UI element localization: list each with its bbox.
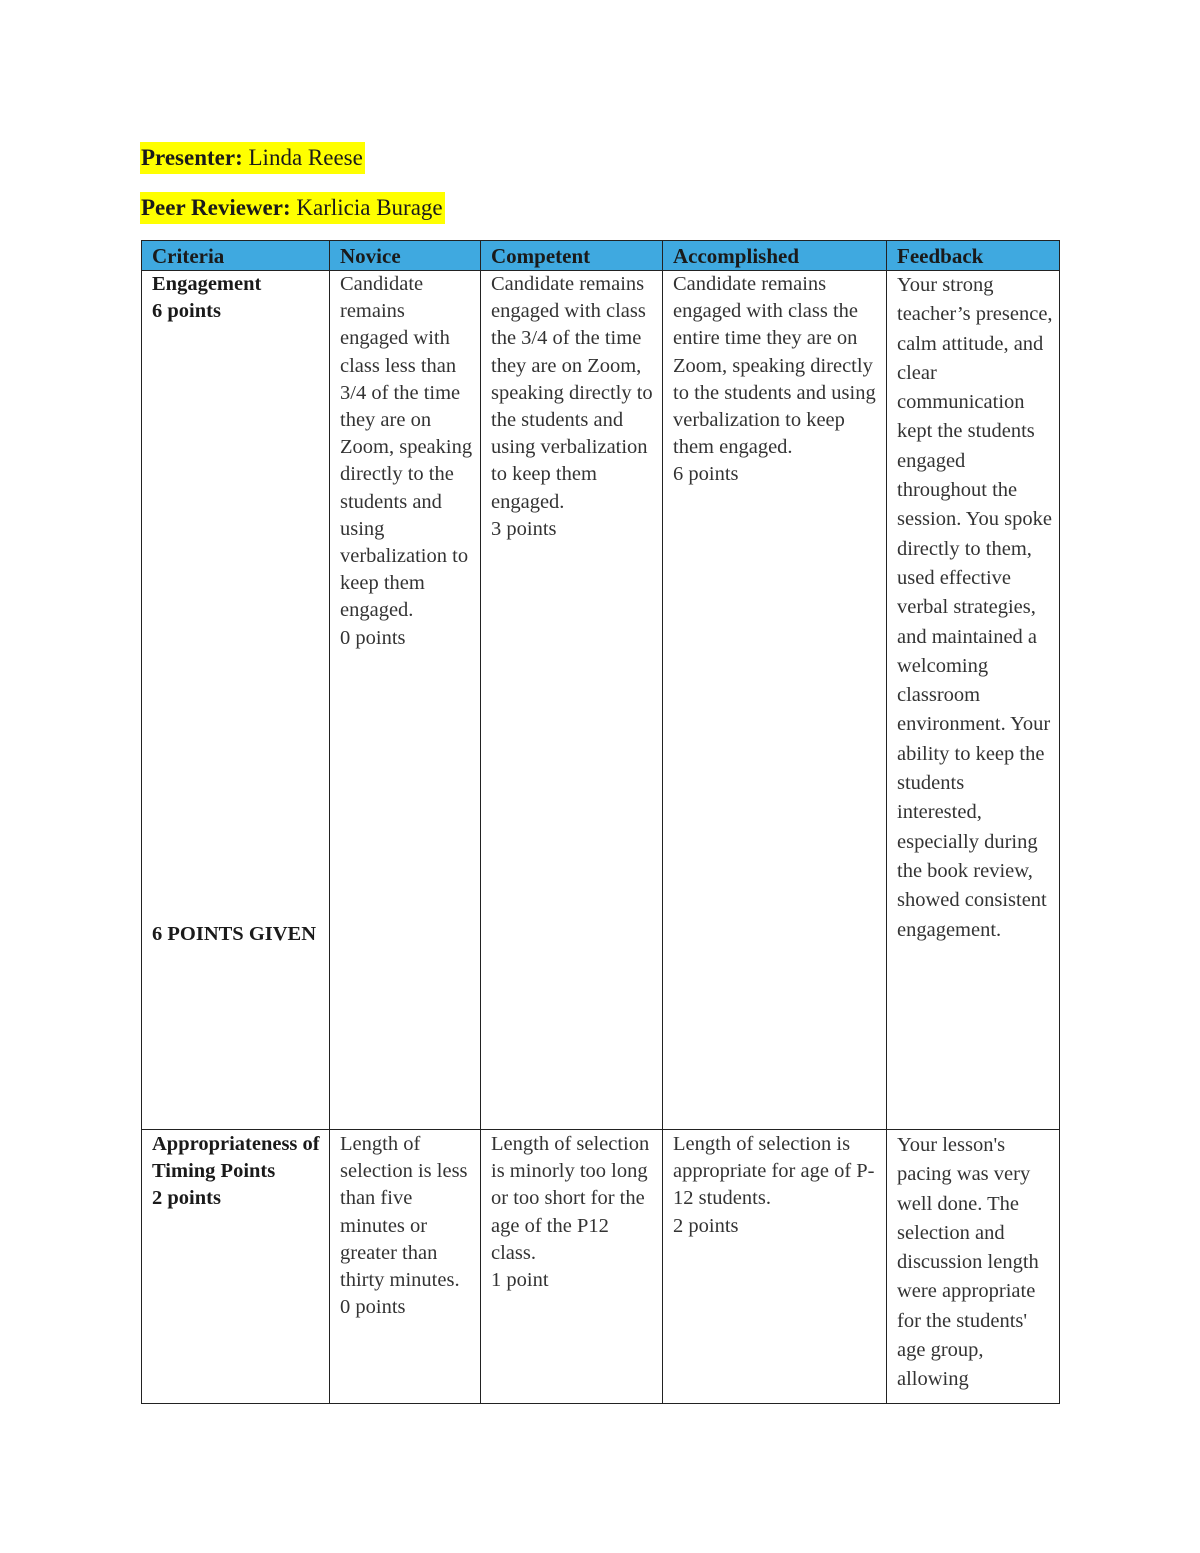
competent-cell	[481, 1130, 663, 1404]
header-competent: Competent	[481, 241, 663, 271]
accomplished-text: Length of selection is appropriate for age of P-12 students.	[673, 1133, 875, 1210]
criteria-cell	[142, 1130, 330, 1404]
presenter-name: Linda Reese	[248, 145, 363, 170]
competent-cell	[481, 271, 663, 1130]
presenter-line	[140, 142, 365, 174]
presenter-label: Presenter:	[141, 145, 243, 170]
peer-reviewer-label: Peer Reviewer:	[141, 195, 291, 220]
points-given: 6 POINTS GIVEN	[152, 923, 317, 945]
accomplished-cell	[663, 271, 887, 1130]
header-novice: Novice	[330, 241, 481, 271]
competent-text: Length of selection is minorly too long or too short for the age of the P12 class.	[491, 1133, 650, 1264]
feedback-text: Your lesson's pacing was very well done. The selection and discussion length were appropriate for the students' age group, allowing	[897, 1134, 1039, 1391]
header-criteria: Criteria	[142, 241, 330, 271]
criteria-cell	[142, 271, 330, 1130]
competent-text: Candidate remains engaged with class the 3/4 of the time they are on Zoom, speaking directly to the students and using verbalization to keep them engaged.	[491, 273, 653, 513]
accomplished-text: Candidate remains engaged with class the entire time they are on Zoom, speaking directly to the students and using verbalization to keep them engaged.	[673, 273, 876, 459]
novice-cell	[330, 271, 481, 1130]
header-accomplished: Accomplished	[663, 241, 887, 271]
criteria-name: Engagement	[152, 273, 262, 295]
peer-reviewer-line	[140, 192, 445, 224]
criteria-points: 2 points	[152, 1187, 221, 1210]
accomplished-points: 6 points	[673, 463, 739, 486]
competent-points: 1 point	[491, 1269, 549, 1292]
novice-text: Candidate remains engaged with class less than 3/4 of the time they are on Zoom, speaking directly to the students and using verbalization to keep them engaged.	[340, 273, 473, 622]
table-row-engagement	[142, 271, 1060, 1130]
feedback-text: Your strong teacher’s presence, calm attitude, and clear communication kept the students engaged throughout the session. You spoke directly to them, used effective verbal strategies, and maintained a welcoming classroom environment. Your ability to keep the students interested, especially during the book review, showed consistent engagement.	[897, 274, 1053, 941]
criteria-name: Appropriateness of Timing Points	[152, 1133, 320, 1183]
rubric-table	[141, 240, 1060, 1404]
novice-text: Length of selection is less than five minutes or greater than thirty minutes.	[340, 1133, 468, 1292]
rubric-header-row	[142, 241, 1060, 271]
novice-cell	[330, 1130, 481, 1404]
header-feedback: Feedback	[887, 241, 1060, 271]
table-row-timing	[142, 1130, 1060, 1404]
criteria-points: 6 points	[152, 300, 221, 323]
peer-reviewer-name: Karlicia Burage	[296, 195, 443, 220]
novice-points: 0 points	[340, 1296, 406, 1319]
feedback-cell	[887, 271, 1060, 1130]
novice-points: 0 points	[340, 626, 406, 649]
accomplished-cell	[663, 1130, 887, 1404]
accomplished-points: 2 points	[673, 1214, 739, 1237]
competent-points: 3 points	[491, 517, 557, 540]
feedback-cell	[887, 1130, 1060, 1404]
